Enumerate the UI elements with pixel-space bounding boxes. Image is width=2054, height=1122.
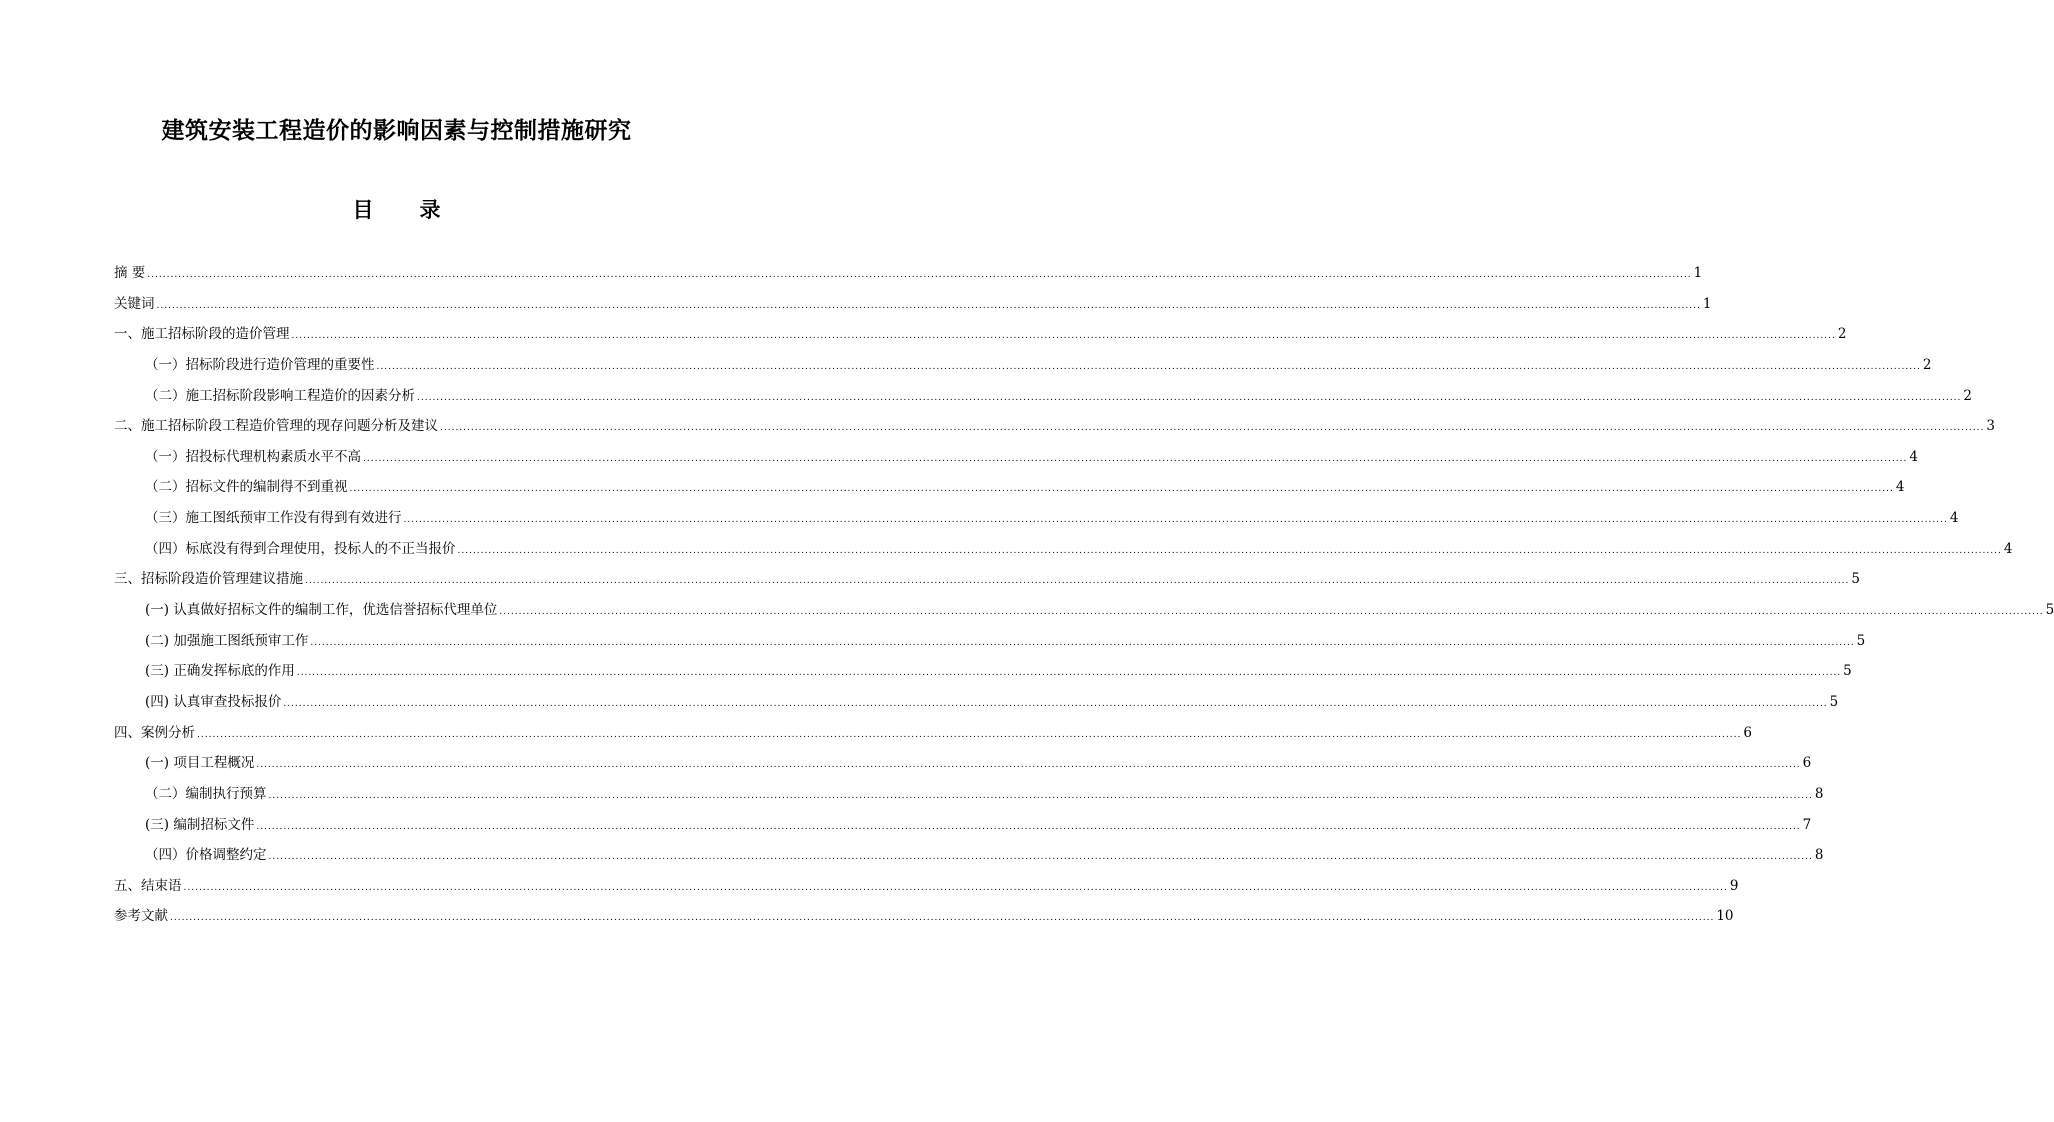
toc-entry-label: （二）施工招标阶段影响工程造价的因素分析 [145, 387, 415, 404]
toc-leader-dots: ................................................................................................................................................................................................................................................................................................................................................................................................................ [403, 515, 1948, 526]
document-title: 建筑安装工程造价的影响因素与控制措施研究 [161, 117, 632, 144]
toc-entry-label: (四) 认真审查投标报价 [145, 693, 282, 710]
toc-entry-page: 8 [1814, 847, 1824, 864]
toc-entry[interactable] [114, 289, 1712, 320]
toc-leader-dots: ................................................................................................................................................................................................................................................................................................................................................................................................................ [376, 361, 1921, 372]
toc-entry[interactable] [114, 779, 1824, 810]
toc-leader-dots: ................................................................................................................................................................................................................................................................................................................................................................................................................ [499, 607, 2044, 618]
toc-entry[interactable] [114, 442, 1918, 473]
toc-leader-dots: ................................................................................................................................................................................................................................................................................................................................................................................................................ [256, 821, 1801, 832]
toc-entry-label: 二、施工招标阶段工程造价管理的现存问题分析及建议 [114, 418, 438, 435]
toc-entry-page: 5 [2045, 602, 2054, 619]
toc-leader-dots: ................................................................................................................................................................................................................................................................................................................................................................................................................ [183, 882, 1728, 893]
toc-entry[interactable] [114, 350, 1932, 381]
toc-entry-label: (二) 加强施工图纸预审工作 [145, 632, 309, 649]
toc-heading-left: 目 [352, 197, 374, 222]
toc-entry-label: （四）标底没有得到合理使用，投标人的不正当报价 [145, 540, 456, 557]
toc-leader-dots: ................................................................................................................................................................................................................................................................................................................................................................................................................ [147, 270, 1692, 280]
toc-entry-page: 10 [1716, 908, 1734, 925]
toc-leader-dots: ................................................................................................................................................................................................................................................................................................................................................................................................................ [457, 545, 2002, 556]
toc-entry[interactable] [114, 472, 1905, 503]
toc-leader-dots: ................................................................................................................................................................................................................................................................................................................................................................................................................ [417, 392, 1962, 403]
toc-entry-page: 5 [1829, 693, 1839, 710]
toc-entry-page: 1 [1702, 295, 1712, 312]
toc-leader-dots: ................................................................................................................................................................................................................................................................................................................................................................................................................ [268, 852, 1813, 863]
toc-entry-label: （一）招标阶段进行造价管理的重要性 [145, 356, 375, 373]
toc-entry-page: 5 [1856, 632, 1866, 649]
toc-leader-dots: ................................................................................................................................................................................................................................................................................................................................................................................................................ [256, 760, 1801, 771]
toc-entry-label: 一、施工招标阶段的造价管理 [114, 326, 290, 343]
toc-entry-page: 1 [1693, 265, 1703, 281]
toc-entry-page: 4 [2003, 540, 2013, 557]
toc-leader-dots: ................................................................................................................................................................................................................................................................................................................................................................................................................ [305, 576, 1850, 587]
toc-entry-label: (三) 正确发挥标底的作用 [145, 663, 295, 680]
toc-leader-dots: ................................................................................................................................................................................................................................................................................................................................................................................................................ [296, 668, 1842, 679]
toc-entry-label: 三、招标阶段造价管理建议措施 [114, 571, 303, 588]
toc-entry-label: 五、结束语 [114, 877, 182, 894]
toc-entry-label: 摘 要 [114, 265, 146, 281]
toc-entry-page: 6 [1802, 755, 1812, 772]
toc-entry[interactable] [114, 534, 2013, 565]
toc-entry[interactable] [114, 626, 1866, 657]
toc-entry-page: 2 [1922, 356, 1932, 373]
toc-entry-label: 参考文献 [114, 908, 168, 925]
toc-entry[interactable] [114, 381, 1972, 412]
toc-heading-right: 录 [419, 197, 441, 222]
toc-entry[interactable] [114, 411, 1995, 442]
toc-entry[interactable] [114, 840, 1824, 871]
toc-leader-dots: ................................................................................................................................................................................................................................................................................................................................................................................................................ [363, 453, 1908, 464]
toc-entry[interactable] [114, 748, 1812, 779]
toc-entry-page: 5 [1851, 571, 1860, 588]
toc-leader-dots: ................................................................................................................................................................................................................................................................................................................................................................................................................ [440, 423, 1985, 434]
toc-entry-page: 2 [1963, 387, 1972, 404]
toc-entry-label: (三) 编制招标文件 [145, 816, 255, 833]
toc-entry-label: （二）编制执行预算 [145, 785, 267, 802]
toc-leader-dots: ................................................................................................................................................................................................................................................................................................................................................................................................................ [156, 300, 1701, 311]
toc-entry[interactable] [114, 810, 1812, 841]
toc-entry[interactable] [114, 656, 1852, 687]
toc-entry[interactable] [114, 901, 1734, 932]
toc-entry[interactable] [114, 871, 1739, 902]
toc-entry-label: (一) 认真做好招标文件的编制工作，优选信誉招标代理单位 [145, 602, 498, 619]
toc-leader-dots: ................................................................................................................................................................................................................................................................................................................................................................................................................ [170, 913, 1715, 924]
toc-entry-label: 关键词 [114, 295, 155, 312]
table-of-contents [114, 258, 2054, 932]
toc-entry-label: 四、案例分析 [114, 724, 195, 741]
toc-entry-page: 2 [1837, 326, 1847, 343]
toc-leader-dots: ................................................................................................................................................................................................................................................................................................................................................................................................................ [291, 331, 1836, 342]
toc-entry-page: 4 [1895, 479, 1905, 496]
toc-entry-page: 3 [1986, 418, 1995, 435]
toc-entry[interactable] [114, 564, 1860, 595]
toc-entry-label: （一）招投标代理机构素质水平不高 [145, 448, 361, 465]
toc-entry-label: （二）招标文件的编制得不到重视 [145, 479, 348, 496]
toc-entry-page: 7 [1802, 816, 1812, 833]
toc-entry-page: 4 [1909, 448, 1918, 465]
toc-entry-page: 8 [1814, 785, 1824, 802]
toc-entry[interactable] [114, 503, 1959, 534]
toc-leader-dots: ................................................................................................................................................................................................................................................................................................................................................................................................................ [268, 790, 1813, 801]
toc-entry-page: 4 [1949, 510, 1959, 527]
toc-entry[interactable] [114, 595, 2054, 626]
toc-entry[interactable] [114, 718, 1752, 749]
toc-leader-dots: ................................................................................................................................................................................................................................................................................................................................................................................................................ [310, 637, 1855, 648]
toc-heading [0, 194, 793, 224]
toc-entry[interactable] [114, 319, 1847, 350]
toc-entry-label: (一) 项目工程概况 [145, 755, 255, 772]
toc-entry-page: 9 [1729, 877, 1739, 894]
toc-leader-dots: ................................................................................................................................................................................................................................................................................................................................................................................................................ [349, 484, 1894, 495]
toc-entry[interactable] [114, 687, 1839, 718]
toc-leader-dots: ................................................................................................................................................................................................................................................................................................................................................................................................................ [197, 729, 1742, 740]
toc-entry-label: （三）施工图纸预审工作没有得到有效进行 [145, 510, 402, 527]
toc-entry-page: 5 [1843, 663, 1852, 680]
toc-entry-page: 6 [1743, 724, 1752, 741]
toc-entry[interactable] [114, 258, 1703, 289]
toc-entry-label: （四）价格调整约定 [145, 847, 267, 864]
toc-leader-dots: ................................................................................................................................................................................................................................................................................................................................................................................................................ [283, 698, 1828, 709]
